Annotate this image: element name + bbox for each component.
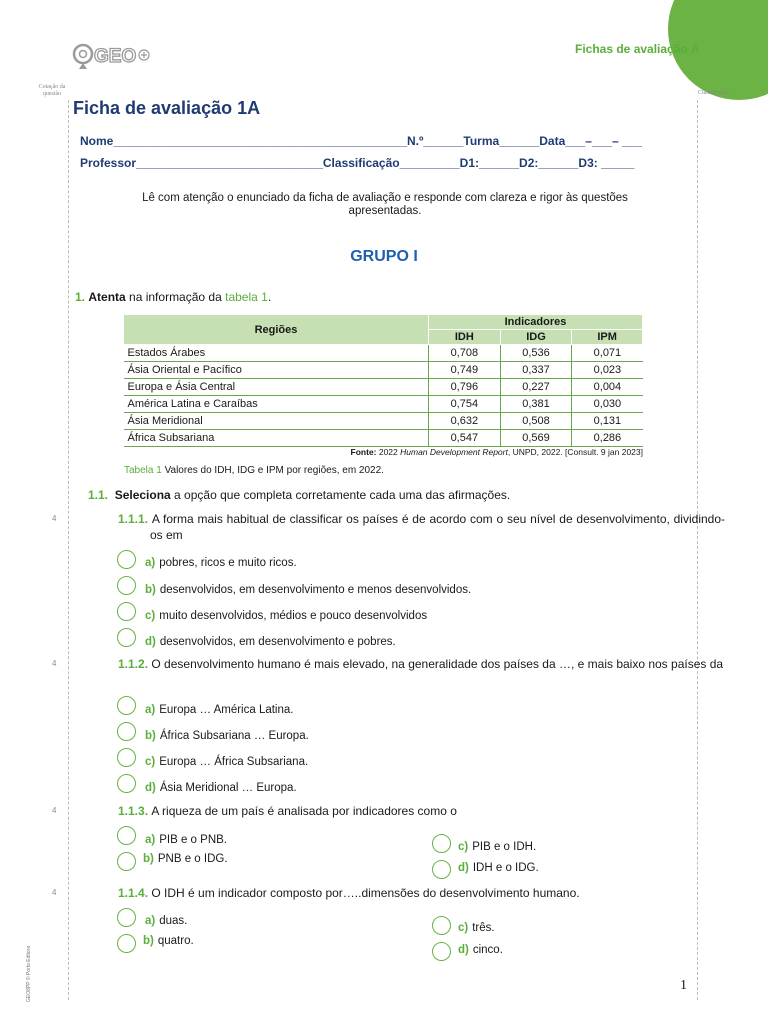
option-d: d) IDH e o IDG. [458, 862, 539, 874]
option-b: b) PNB e o IDG. [143, 853, 228, 865]
table-row: Ásia Meridional 0,632 0,508 0,131 [124, 413, 643, 430]
grade-column-label: Classificação [698, 90, 730, 96]
col-header-idg: IDG [500, 330, 572, 345]
table-row: África Subsariana 0,547 0,569 0,286 [124, 430, 643, 447]
option-radio[interactable] [432, 860, 451, 879]
table-row: Europa e Ásia Central 0,796 0,227 0,004 [124, 379, 643, 396]
option-d: d) desenvolvidos, em desenvolvimento e pobres. [145, 636, 396, 648]
option-radio[interactable] [117, 628, 136, 647]
option-radio[interactable] [117, 934, 136, 953]
table-row: América Latina e Caraíbas 0,754 0,381 0,030 [124, 396, 643, 413]
option-radio[interactable] [117, 722, 136, 741]
table-row: Estados Árabes 0,708 0,536 0,071 [124, 345, 643, 362]
option-d: d) Ásia Meridional … Europa. [145, 782, 297, 794]
option-radio[interactable] [117, 696, 136, 715]
option-b: b) desenvolvidos, em desenvolvimento e menos desenvolvidos. [145, 584, 472, 596]
option-c: c) Europa … África Subsariana. [145, 756, 309, 768]
col-header-indicators: Indicadores [429, 315, 643, 330]
option-a: a) Europa … América Latina. [145, 704, 294, 716]
option-radio[interactable] [117, 602, 136, 621]
section-title: Fichas de avaliação A [575, 42, 700, 56]
table-row: Ásia Oriental e Pacífico 0,749 0,337 0,023 [124, 362, 643, 379]
left-margin-line [68, 100, 69, 1000]
option-b: b) quatro. [143, 935, 194, 947]
option-radio[interactable] [117, 774, 136, 793]
student-fields-line: Nome____________________________________________N.º______Turma______Data___–___– ___ [80, 134, 642, 148]
teacher-fields-line: Professor____________________________Classificação_________D1:______D2:______D3: _____ [80, 156, 635, 170]
col-header-ipm: IPM [572, 330, 643, 345]
option-c: c) muito desenvolvidos, médios e pouco desenvolvidos [145, 610, 428, 622]
option-radio[interactable] [432, 916, 451, 935]
page-number: 1 [680, 978, 687, 993]
option-radio[interactable] [117, 826, 136, 845]
option-d: d) cinco. [458, 944, 503, 956]
svg-text:GEO: GEO [94, 46, 137, 67]
option-c: c) três. [458, 922, 495, 934]
col-header-regions: Regiões [124, 315, 429, 345]
option-a: a) PIB e o PNB. [145, 834, 227, 846]
question-number: 1. [75, 290, 86, 304]
score-column-label: Cotação da questão [38, 84, 66, 97]
question-score: 4 [52, 806, 57, 815]
option-radio[interactable] [432, 834, 451, 853]
question-1-1-3: 1.1.3. A riqueza de um país é analisada por indicadores como o [118, 804, 457, 818]
question-1: 1. Atenta na informação da tabela 1. [75, 290, 272, 304]
table-source: Fonte: 2022 Human Development Report, UNPD, 2022. [Consult. 9 jan 2023] [350, 447, 643, 457]
option-a: a) pobres, ricos e muito ricos. [145, 557, 297, 569]
table-caption: Tabela 1 Valores do IDH, IDG e IPM por regiões, em 2022. [124, 465, 384, 476]
option-radio[interactable] [117, 852, 136, 871]
question-1-1-2: 1.1.2. O desenvolvimento humano é mais elevado, na generalidade dos países da …, e mais baixo nos países da [118, 657, 724, 671]
option-b: b) África Subsariana … Europa. [145, 730, 309, 742]
indicators-table [123, 314, 643, 447]
table-reference: tabela 1 [225, 290, 268, 304]
question-verb: Atenta [88, 290, 126, 304]
right-margin-line [697, 100, 698, 1000]
question-score: 4 [52, 659, 57, 668]
option-a: a) duas. [145, 915, 188, 927]
question-score: 4 [52, 888, 57, 897]
copyright-note: GEO8PP © Porto Editora [26, 945, 32, 1002]
group-title: GRUPO I [350, 248, 418, 265]
option-radio[interactable] [117, 908, 136, 927]
col-header-idh: IDH [429, 330, 501, 345]
option-radio[interactable] [117, 576, 136, 595]
question-1-1: 1.1. Seleciona a opção que completa corretamente cada uma das afirmações. [88, 488, 511, 502]
page-title: Ficha de avaliação 1A [73, 98, 261, 118]
option-c: c) PIB e o IDH. [458, 841, 537, 853]
question-score: 4 [52, 514, 57, 523]
option-radio[interactable] [117, 550, 136, 569]
instructions-text: Lê com atenção o enunciado da ficha de avaliação e responde com clareza e rigor às questões apresentadas. [142, 192, 628, 217]
geo-logo-icon [72, 40, 152, 70]
option-radio[interactable] [432, 942, 451, 961]
option-radio[interactable] [117, 748, 136, 767]
question-1-1-1: 1.1.1. A forma mais habitual de classificar os países é de acordo com o seu nível de desenvolvimento, dividindo-os em [118, 512, 726, 542]
question-1-1-4: 1.1.4. O IDH é um indicador composto por…..dimensões do desenvolvimento humano. [118, 886, 580, 900]
